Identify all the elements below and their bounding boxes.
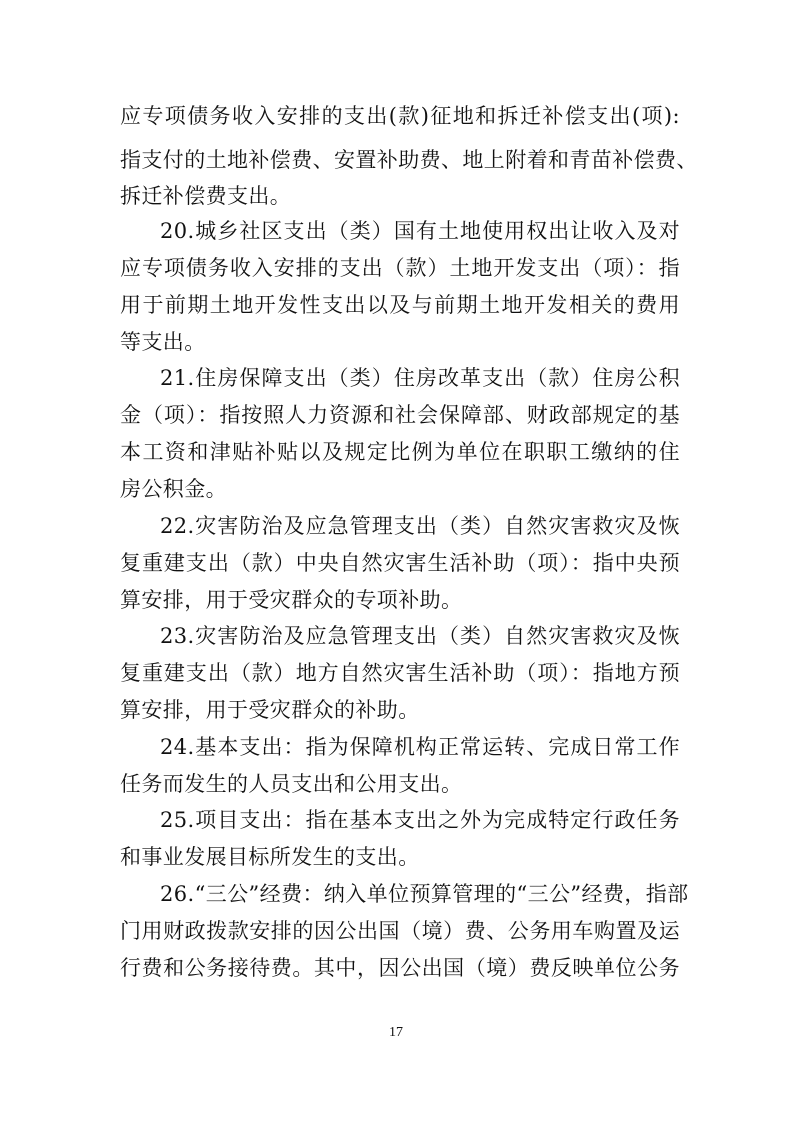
- text-line: 复重建支出（款）中央自然灾害生活补助（项）：指中央预: [120, 551, 680, 575]
- text-line: 行费和公务接待费。其中，因公出国（境）费反映单位公务: [120, 956, 680, 980]
- text-line: 21.住房保障支出（类）住房改革支出（款）住房公积: [160, 366, 680, 390]
- text-line: 22.灾害防治及应急管理支出（类）自然灾害救灾及恢: [160, 514, 680, 538]
- text-line: 指支付的土地补偿费、安置补助费、地上附着和青苗补偿费、: [120, 148, 698, 172]
- text-line: 复重建支出（款）地方自然灾害生活补助（项）：指地方预: [120, 661, 680, 685]
- text-line: 应专项债务收入安排的支出（款）土地开发支出（项）：指: [120, 256, 680, 280]
- text-line: 等支出。: [120, 330, 206, 354]
- text-line: 23.灾害防治及应急管理支出（类）自然灾害救灾及恢: [160, 624, 680, 648]
- text-line: 用于前期土地开发性支出以及与前期土地开发相关的费用: [120, 293, 680, 317]
- text-line: 算安排，用于受灾群众的专项补助。: [120, 588, 463, 612]
- text-line: 和事业发展目标所发生的支出。: [120, 845, 420, 869]
- text-line: 20.城乡社区支出（类）国有土地使用权出让收入及对: [160, 219, 680, 243]
- text-line: 算安排，用于受灾群众的补助。: [120, 698, 420, 722]
- text-line: 24.基本支出：指为保障机构正常运转、完成日常工作: [160, 735, 680, 759]
- text-line: 金（项）：指按照人力资源和社会保障部、财政部规定的基: [120, 403, 680, 427]
- text-line: 拆迁补偿费支出。: [120, 184, 292, 208]
- text-line: 房公积金。: [120, 477, 227, 501]
- text-line: 25.项目支出：指在基本支出之外为完成特定行政任务: [160, 808, 680, 832]
- text-line: 应专项债务收入安排的支出(款)征地和拆迁补偿支出(项):: [120, 104, 680, 128]
- page-number: 17: [389, 1025, 403, 1040]
- text-line: 26.“三公”经费：纳入单位预算管理的“三公”经费，指部: [160, 882, 689, 906]
- text-line: 任务而发生的人员支出和公用支出。: [120, 772, 463, 796]
- text-line: 本工资和津贴补贴以及规定比例为单位在职职工缴纳的住: [120, 440, 680, 464]
- text-line: 门用财政拨款安排的因公出国（境）费、公务用车购置及运: [120, 919, 680, 943]
